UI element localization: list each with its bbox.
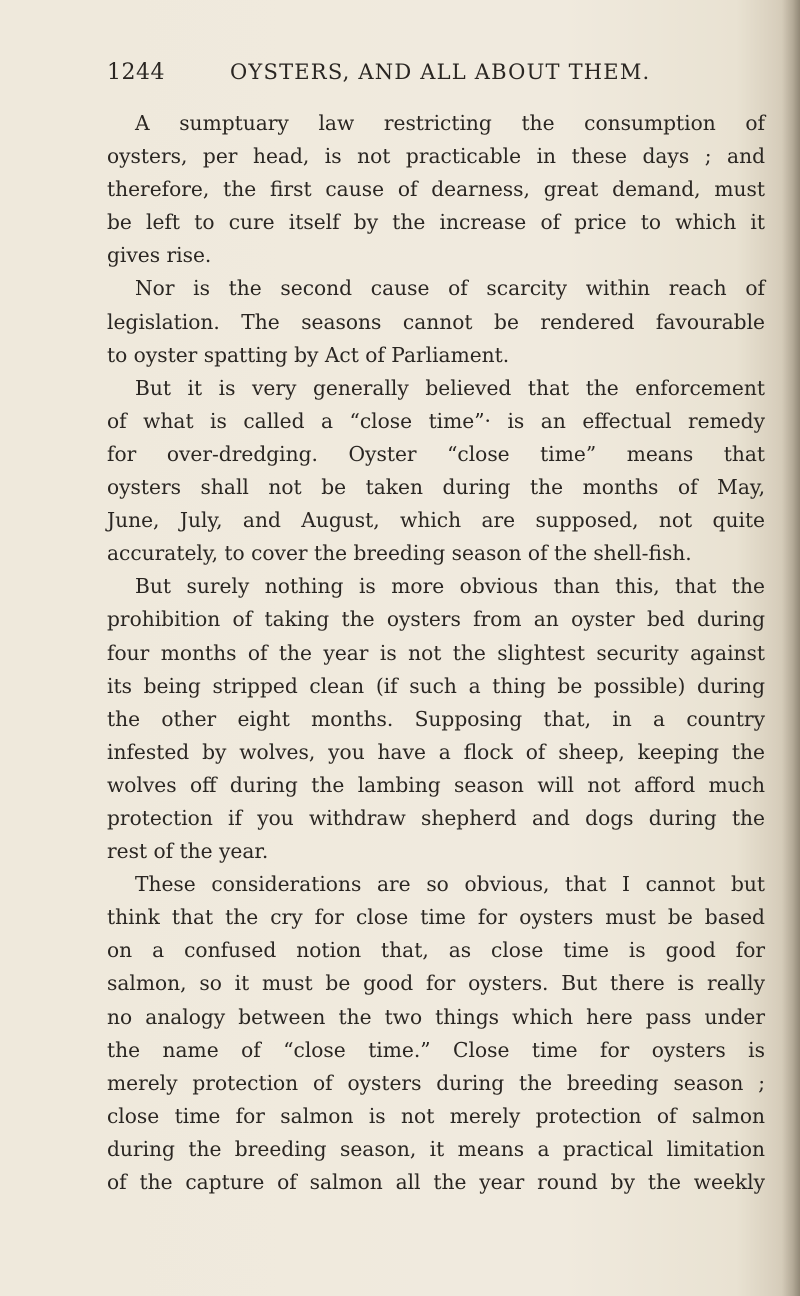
text-line: oysters, per head, is not practicable in these days ; and [107,144,765,169]
text-line: for over-dredging. Oyster “close time” means that [107,441,765,466]
text-line: gives rise. [107,243,212,268]
text-line: These considerations are so obvious, that I cannot but [135,872,765,897]
text-line: prohibition of taking the oysters from an oyster bed during [107,607,765,632]
text-line: on a confused notion that, as close time is good for [107,938,765,963]
text-line: But it is very generally believed that the enforcement [135,375,765,400]
text-line: the other eight months. Supposing that, in a country [107,706,765,731]
text-line: salmon, so it must be good for oysters. But there is really [107,971,765,996]
body-text [107,107,765,1199]
text-line: infested by wolves, you have a flock of sheep, keeping the [107,739,765,764]
running-head: OYSTERS, AND ALL ABOUT THEM. [230,60,651,84]
text-line: think that the cry for close time for oysters must be based [107,905,765,930]
text-line: But surely nothing is more obvious than this, that the [135,574,765,599]
text-line: of what is called a “close time”· is an effectual remedy [107,408,765,433]
text-line: be left to cure itself by the increase of price to which it [107,210,765,235]
text-line: of the capture of salmon all the year round by the weekly [107,1170,765,1194]
text-line: legislation. The seasons cannot be rendered favourable [107,309,765,334]
text-line: wolves off during the lambing season will not afford much [107,772,765,797]
text-line: the name of “close time.” Close time for oysters is [107,1037,765,1062]
text-line: A sumptuary law restricting the consumption of [135,111,765,135]
text-line: therefore, the first cause of dearness, great demand, must [107,177,765,202]
text-line: Nor is the second cause of scarcity within reach of [135,276,765,301]
text-line: merely protection of oysters during the breeding season ; [107,1070,765,1095]
text-line: protection if you withdraw shepherd and dogs during the [107,805,765,830]
text-line: its being stripped clean (if such a thing be possible) during [107,673,765,698]
text-line: four months of the year is not the slightest security against [107,640,765,665]
text-line: during the breeding season, it means a practical limitation [107,1136,765,1161]
text-line: rest of the year. [107,839,269,864]
text-line: close time for salmon is not merely protection of salmon [107,1103,765,1128]
text-line: oysters shall not be taken during the months of May, [107,475,765,500]
page-number: 1244 [107,60,165,85]
page-gutter-shadow [782,0,800,1296]
page-header [107,60,747,94]
text-line: June, July, and August, which are supposed, not quite [107,508,765,533]
text-line: accurately, to cover the breeding season of the shell-fish. [107,541,692,566]
text-line: to oyster spatting by Act of Parliament. [107,342,510,367]
text-line: no analogy between the two things which here pass under [107,1004,765,1029]
